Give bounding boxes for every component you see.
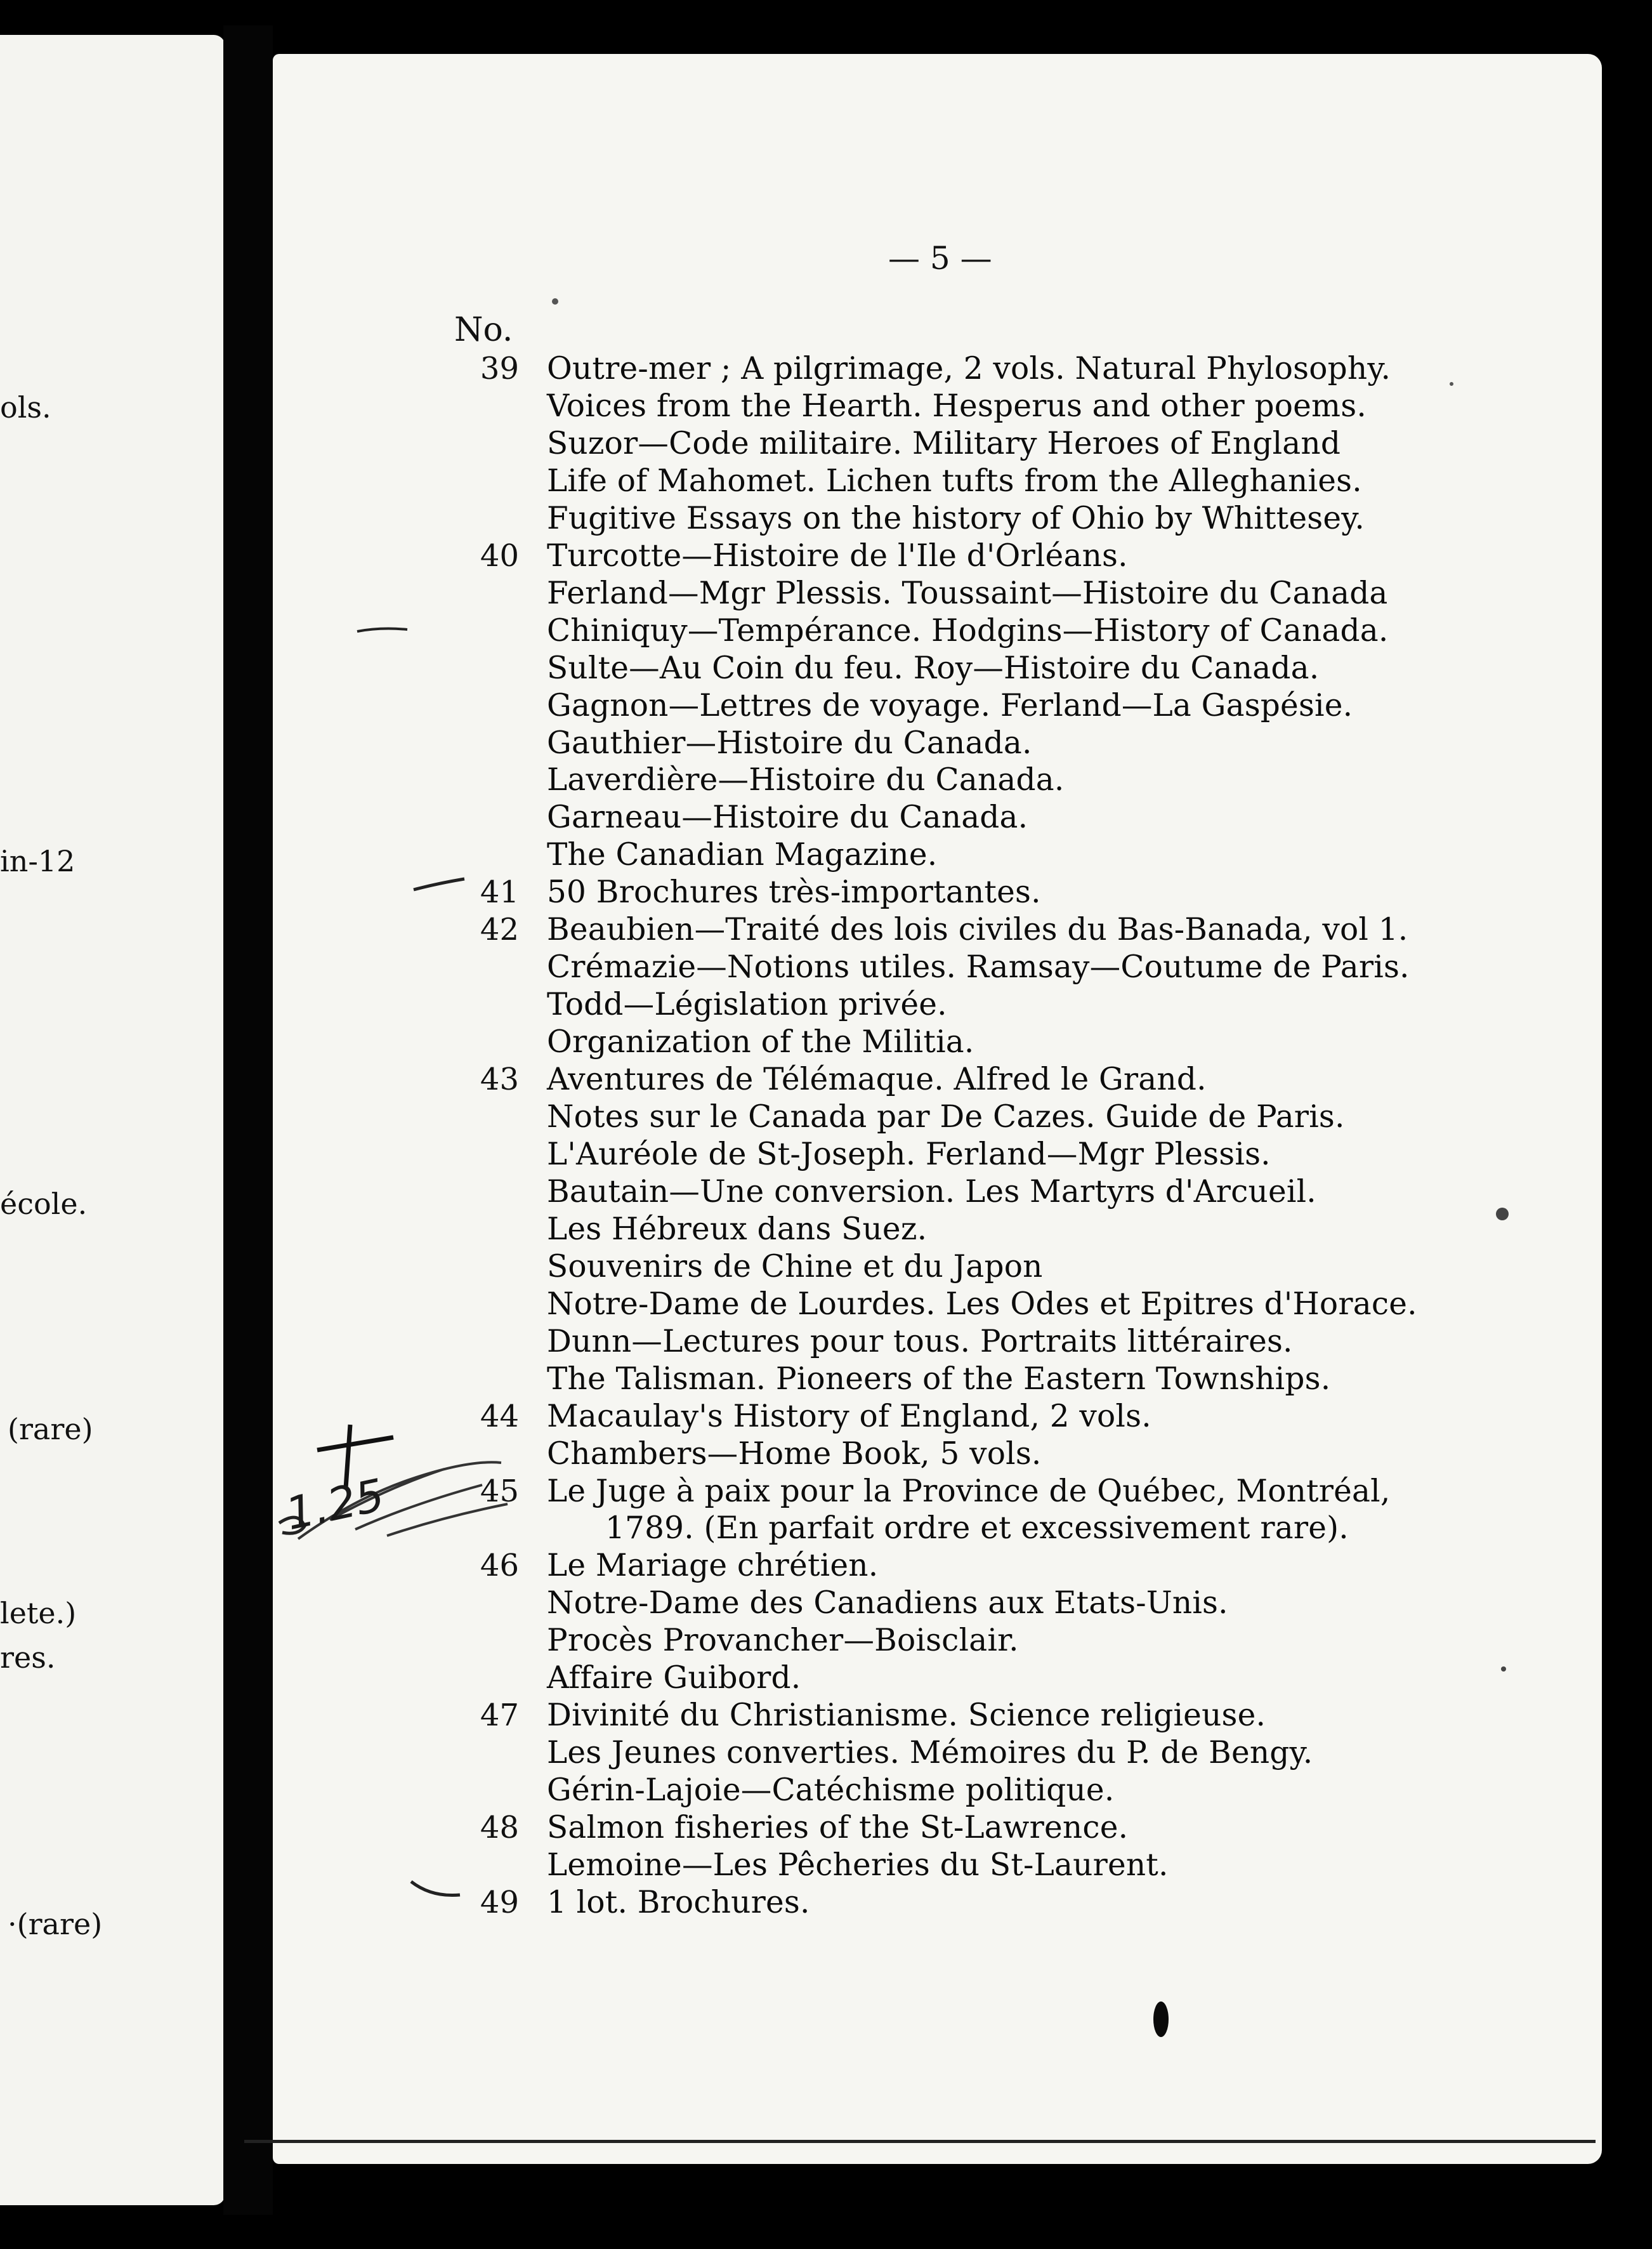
- lot-description-line: Todd—Législation privée.: [547, 987, 947, 1023]
- left-page-fragment: école.: [0, 1187, 88, 1221]
- lot-number: 39: [480, 351, 519, 386]
- lot-description-line: Les Hébreux dans Suez.: [547, 1211, 928, 1247]
- lot-description-line: Turcotte—Histoire de l'Ile d'Orléans.: [547, 538, 1128, 574]
- lot-description-line: Voices from the Hearth. Hesperus and other poems.: [547, 388, 1367, 424]
- left-page-fragment: (rare): [8, 1412, 93, 1446]
- lot-description-line: Gagnon—Lettres de voyage. Ferland—La Gaspésie.: [547, 687, 1353, 723]
- lot-number: 47: [480, 1698, 519, 1734]
- left-page-fragment: in-12: [0, 844, 75, 878]
- lot-description-line: 1 lot. Brochures.: [547, 1884, 810, 1920]
- lot-description-line: Ferland—Mgr Plessis. Toussaint—Histoire du Canada: [547, 575, 1388, 611]
- handwritten-price: 1.25: [281, 1468, 389, 1541]
- lot-description-line: Gérin-Lajoie—Catéchisme politique.: [547, 1772, 1115, 1809]
- lot-description-line: Affaire Guibord.: [547, 1660, 801, 1696]
- pencil-dash-mark: [411, 1882, 460, 1896]
- lot-description-line: The Talisman. Pioneers of the Eastern Townships.: [547, 1361, 1331, 1397]
- lot-description-line: L'Auréole de St-Joseph. Ferland—Mgr Plessis.: [547, 1136, 1271, 1172]
- lot-description-line: Organization of the Militia.: [547, 1024, 974, 1060]
- smudge-dots: [552, 298, 1509, 2037]
- lot-description-line: 1789. (En parfait ordre et excessivement rare).: [605, 1510, 1349, 1547]
- lot-number: 41: [480, 874, 519, 911]
- lot-description-line: Gauthier—Histoire du Canada.: [547, 725, 1032, 761]
- left-page-fragment: res.: [0, 1640, 56, 1675]
- lot-description-line: Salmon fisheries of the St-Lawrence.: [547, 1810, 1129, 1846]
- lot-description-line: Souvenirs de Chine et du Japon: [547, 1248, 1043, 1284]
- lot-description-line: Notre-Dame des Canadiens aux Etats-Unis.: [547, 1585, 1228, 1621]
- left-page-fragment: ols.: [0, 390, 51, 425]
- lot-description-line: Notre-Dame de Lourdes. Les Odes et Epitres d'Horace.: [547, 1286, 1417, 1322]
- lot-description-line: Beaubien—Traité des lois civiles du Bas-Banada, vol 1.: [547, 912, 1408, 948]
- lot-description-line: Lemoine—Les Pêcheries du St-Laurent.: [547, 1847, 1169, 1883]
- lot-description-line: Life of Mahomet. Lichen tufts from the Alleghanies.: [547, 463, 1362, 499]
- lot-description-line: Notes sur le Canada par De Cazes. Guide de Paris.: [547, 1099, 1345, 1135]
- lot-description-line: Bautain—Une conversion. Les Martyrs d'Arcueil.: [547, 1173, 1316, 1210]
- lot-description-line: Suzor—Code militaire. Military Heroes of England: [547, 425, 1341, 461]
- lot-description-line: Chiniquy—Tempérance. Hodgins—History of Canada.: [547, 612, 1389, 649]
- lot-number: 40: [480, 538, 519, 574]
- lot-description-line: Divinité du Christianisme. Science religieuse.: [547, 1698, 1266, 1734]
- lot-description-line: Outre-mer ; A pilgrimage, 2 vols. Natural Phylosophy.: [547, 351, 1391, 386]
- lot-description-line: Dunn—Lectures pour tous. Portraits littéraires.: [547, 1323, 1293, 1359]
- page-number: — 5 —: [888, 240, 992, 277]
- number-column-heading: No.: [454, 311, 513, 349]
- lot-description-line: Aventures de Télémaque. Alfred le Grand.: [547, 1062, 1207, 1098]
- lot-number: 42: [480, 912, 519, 948]
- lot-description-line: Macaulay's History of England, 2 vols.: [547, 1398, 1151, 1434]
- lot-number: 45: [480, 1473, 519, 1509]
- left-page-fragment: lete.): [0, 1596, 77, 1630]
- lot-description-line: Le Mariage chrétien.: [547, 1548, 879, 1584]
- pencil-dash-mark: [357, 629, 407, 631]
- lot-description-line: The Canadian Magazine.: [547, 837, 938, 873]
- lot-description-line: 50 Brochures très-importantes.: [547, 874, 1041, 911]
- lot-description-line: Les Jeunes converties. Mémoires du P. de Bengy.: [547, 1735, 1313, 1771]
- lot-number: 49: [480, 1884, 519, 1920]
- lot-description-line: Garneau—Histoire du Canada.: [547, 800, 1028, 836]
- lot-description-line: Sulte—Au Coin du feu. Roy—Histoire du Canada.: [547, 650, 1320, 686]
- lot-number: 48: [480, 1810, 519, 1846]
- lot-description-line: Procès Provancher—Boisclair.: [547, 1623, 1019, 1659]
- lot-number: 43: [480, 1062, 519, 1098]
- lot-description-line: Fugitive Essays on the history of Ohio by Whittesey.: [547, 500, 1365, 536]
- page-bottom-rule: [244, 2140, 1596, 2143]
- lot-number: 44: [480, 1398, 519, 1434]
- lot-description-line: Crémazie—Notions utiles. Ramsay—Coutume de Paris.: [547, 949, 1410, 986]
- lot-number: 46: [480, 1548, 519, 1584]
- lot-description-line: Le Juge à paix pour la Province de Québec, Montréal,: [547, 1473, 1391, 1509]
- lot-description-line: Laverdière—Histoire du Canada.: [547, 762, 1065, 798]
- pencil-dash-mark: [414, 879, 464, 890]
- left-page-fragment: ·(rare): [8, 1907, 103, 1941]
- lot-description-line: Chambers—Home Book, 5 vols.: [547, 1435, 1042, 1472]
